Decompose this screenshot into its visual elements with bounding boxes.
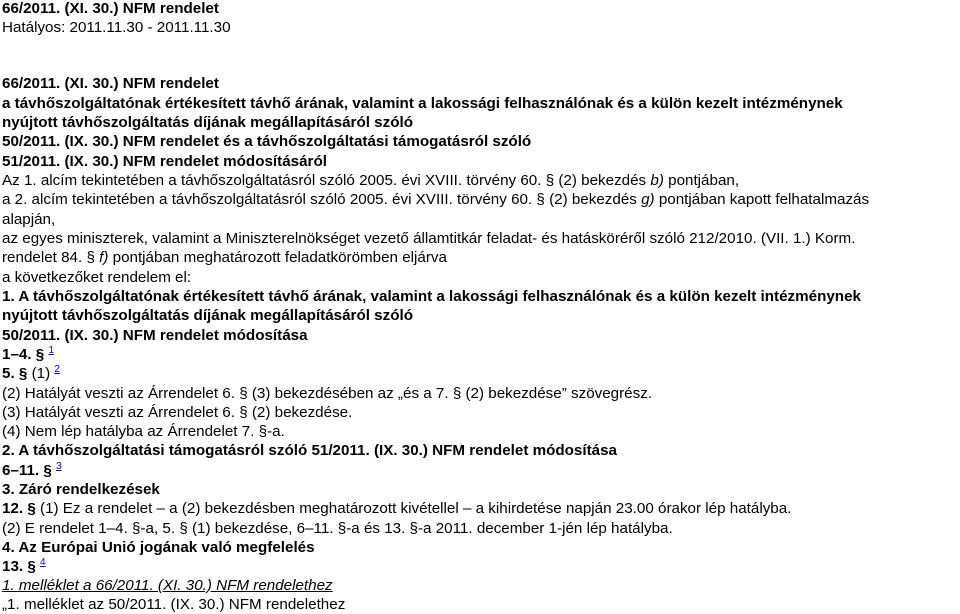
- paragraph-5-2: (2) Hatályát veszti az Árrendelet 6. § (3) bekezdésében az „és a 7. § (2) bekezdése” szövegrész.: [2, 385, 653, 402]
- paragraph-6-11: 6–11. § $^3$: [2, 461, 62, 479]
- validity-line: Hatályos: 2011.11.30 - 2011.11.30: [2, 19, 231, 36]
- paragraph-12-2: (2) E rendelet 1–4. §-a, 5. § (1) bekezdése, 6–11. §-a és 13. §-a 2011. december 1-jén lép hatályba.: [2, 520, 673, 537]
- section-sign-icon: §: [43, 462, 52, 479]
- section-sign-icon: §: [409, 520, 418, 537]
- paragraph-12-1: 12. § (1) Ez a rendelet – a (2) bekezdésben meghatározott kivétellel – a kihirdetése napján 23.00 órakor lép hatályba.: [2, 500, 792, 517]
- section-sign-icon: §: [18, 365, 28, 382]
- section-sign-icon: §: [536, 191, 545, 208]
- section-sign-icon: §: [452, 385, 462, 402]
- section-sign-icon: §: [239, 385, 248, 402]
- section-1-heading-line-2: nyújtott távhőszolgáltatás díjának megállapításáról szóló: [2, 307, 413, 324]
- preamble-line-2: a 2. alcím tekintetében a távhőszolgáltatásról szóló 2005. évi XVIII. törvény 60. § (2) bekezdés g) pontjában kapott felhatalmazás: [2, 191, 870, 208]
- section-sign-icon: §: [27, 500, 36, 517]
- footnote-link-3[interactable]: 3: [56, 461, 62, 472]
- section-4-heading: 4. Az Európai Unió jogának való megfelelés: [2, 539, 315, 556]
- preamble-line-5: rendelet 84. § f) pontjában meghatározott feladatkörömben eljárva: [2, 249, 447, 266]
- footnote-link-4[interactable]: 4: [40, 557, 46, 568]
- section-sign-icon: §: [86, 249, 95, 266]
- preamble-line-6: a következőket rendelem el:: [2, 269, 192, 286]
- preamble-line-4: az egyes miniszterek, valamint a Miniszterelnökséget vezető államtitkár feladat- és hatásköréről szóló 212/2010. (VII. 1.) Korm.: [2, 230, 856, 247]
- section-1-heading-line-1: 1. A távhőszolgáltatónak értékesített távhő árának, valamint a lakossági felhasználónak és a külön kezelt intézménynek: [2, 288, 861, 305]
- footnote-link-2[interactable]: 2: [54, 364, 60, 375]
- decree-title-line-2: nyújtott távhőszolgáltatás díjának megállapításáról szóló: [2, 114, 413, 131]
- section-sign-icon: §: [35, 346, 45, 363]
- section-sign-icon: §: [27, 558, 36, 575]
- preamble-line-3: alapján,: [2, 211, 56, 228]
- section-sign-icon: §: [258, 423, 268, 440]
- preamble-line-1: Az 1. alcím tekintetében a távhőszolgáltatásról szóló 2005. évi XVIII. törvény 60. § (2) bekezdés b) pontjában,: [2, 172, 740, 189]
- section-sign-icon: §: [545, 172, 555, 189]
- annex-title: 1. melléklet a 66/2011. (XI. 30.) NFM rendelethez: [2, 577, 333, 594]
- section-3-heading: 3. Záró rendelkezések: [2, 481, 160, 498]
- paragraph-5-4: (4) Nem lép hatályba az Árrendelet 7. §-a.: [2, 423, 285, 440]
- section-1-heading-line-3: 50/2011. (IX. 30.) NFM rendelet módosítása: [2, 327, 308, 344]
- decree-number: 66/2011. (XI. 30.) NFM rendelet: [2, 75, 219, 92]
- paragraph-5: 5. § (1) $^2$: [2, 364, 60, 382]
- page-title: 66/2011. (XI. 30.) NFM rendelet: [2, 0, 219, 17]
- decree-title-line-3: 50/2011. (IX. 30.) NFM rendelet és a távhőszolgáltatási támogatásról szóló: [2, 133, 532, 150]
- paragraph-5-3: (3) Hatályát veszti az Árrendelet 6. § (2) bekezdése.: [2, 404, 353, 421]
- annex-subtitle: „1. melléklet az 50/2011. (IX. 30.) NFM rendelethez: [2, 596, 346, 613]
- section-sign-icon: §: [239, 404, 248, 421]
- section-sign-icon: §: [132, 520, 141, 537]
- footnote-link-1[interactable]: 1: [48, 345, 55, 356]
- decree-title-line-1: a távhőszolgáltatónak értékesített távhő árának, valamint a lakossági felhasználónak és a külön kezelt intézménynek: [2, 95, 843, 112]
- paragraph-13: 13. § $^4$: [2, 557, 46, 575]
- paragraph-1-4: 1–4. § $^1$: [2, 345, 55, 363]
- section-2-heading: 2. A távhőszolgáltatási támogatásról szóló 51/2011. (IX. 30.) NFM rendelet módosítása: [2, 442, 617, 459]
- section-sign-icon: §: [337, 520, 347, 537]
- decree-title-line-4: 51/2011. (IX. 30.) NFM rendelet módosításáról: [2, 153, 327, 170]
- section-sign-icon: §: [179, 520, 188, 537]
